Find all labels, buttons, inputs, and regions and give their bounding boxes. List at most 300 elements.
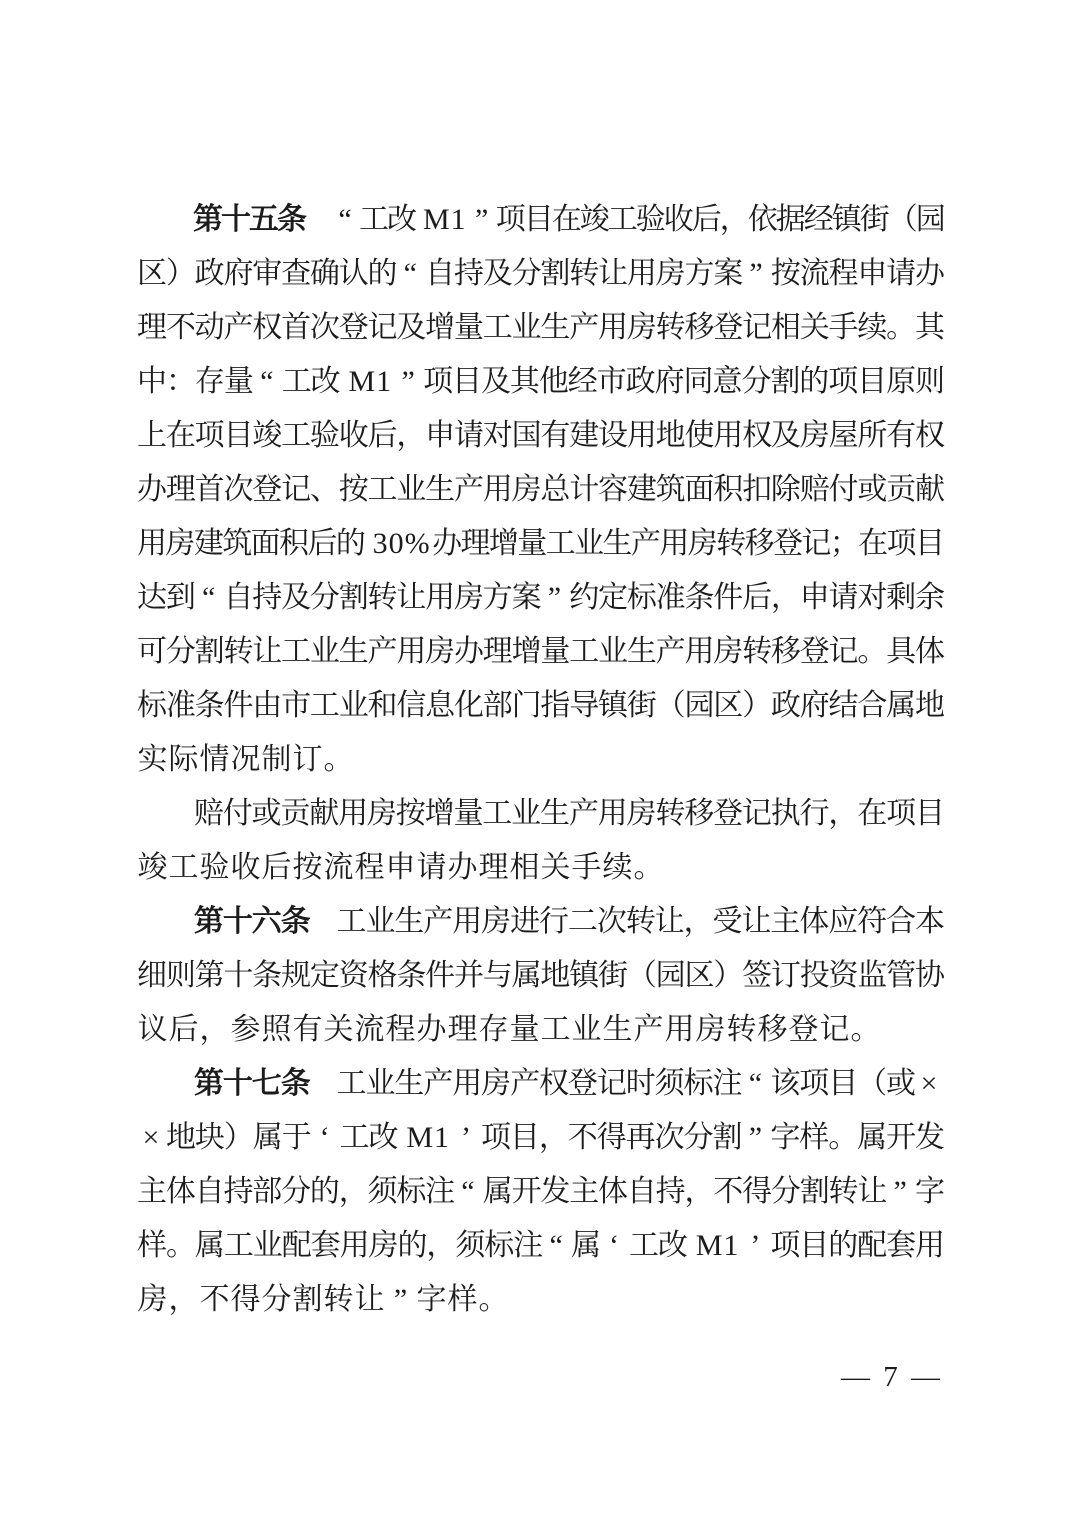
char: 工: [339, 1121, 370, 1154]
char: 自: [425, 257, 456, 290]
char: “: [260, 365, 274, 398]
char: 的: [799, 365, 830, 398]
char: 工: [281, 365, 312, 398]
char: 园: [655, 959, 686, 992]
char: 业: [511, 311, 542, 344]
char: 转: [367, 581, 398, 614]
char: 增: [425, 311, 456, 344]
char: 用: [713, 419, 744, 452]
char: 工: [482, 311, 513, 344]
char: 目: [914, 527, 945, 560]
char: 赔: [193, 797, 224, 830]
char: ，: [684, 1175, 715, 1208]
char: 请: [453, 419, 484, 452]
char: 转: [716, 527, 747, 560]
char: 在: [858, 527, 889, 560]
char: 主: [569, 1175, 600, 1208]
char: 业: [365, 905, 396, 938]
char: 增: [488, 527, 519, 560]
char: 行: [538, 905, 569, 938]
char: 记: [596, 1067, 627, 1100]
char: 体: [799, 905, 830, 938]
char: 行: [799, 797, 830, 830]
char: 增: [424, 797, 455, 830]
char: 案: [511, 581, 542, 614]
char: 房: [137, 1283, 168, 1316]
char: 合: [886, 905, 917, 938]
char: 不: [199, 1283, 230, 1316]
char: 30%: [372, 527, 431, 560]
char: 。: [633, 851, 664, 884]
char: 房: [481, 905, 512, 938]
char: ，: [199, 1013, 230, 1046]
char: 割: [540, 257, 571, 290]
char: 定: [309, 959, 340, 992]
char: 项: [886, 797, 917, 830]
char: 项: [886, 527, 917, 560]
char: 产: [630, 527, 661, 560]
char: 工: [367, 473, 398, 506]
char: 资: [828, 959, 859, 992]
text-line: [137, 733, 943, 787]
char: 手: [571, 851, 602, 884]
char: 流: [323, 851, 354, 884]
char: 产: [223, 311, 254, 344]
char: 房: [655, 257, 686, 290]
char: 政: [194, 257, 225, 290]
char: 注: [425, 1175, 456, 1208]
char: 记: [819, 1013, 850, 1046]
char: ”: [547, 581, 562, 614]
char: 自: [194, 1175, 225, 1208]
char: 验: [309, 419, 340, 452]
char: 可: [137, 635, 167, 668]
page-number: — 7 —: [841, 1361, 943, 1393]
text-line: [137, 463, 943, 517]
char: 的: [309, 1175, 340, 1208]
char: 权: [252, 311, 283, 344]
char: 园: [684, 689, 715, 722]
char: 地: [540, 959, 571, 992]
char: 设: [598, 419, 628, 452]
char: 属: [252, 1121, 283, 1154]
char: 须: [455, 1229, 486, 1262]
char: ，: [426, 1229, 457, 1262]
char: 自: [223, 581, 254, 614]
char: 。: [886, 311, 917, 344]
char: 余: [914, 581, 945, 614]
char: 业: [598, 635, 628, 668]
text-line: [137, 625, 943, 679]
char: 增: [511, 635, 542, 668]
char: 标: [137, 689, 167, 722]
char: 目: [523, 203, 554, 236]
char: 项: [770, 1229, 801, 1262]
char: 工: [482, 797, 513, 830]
char: 定: [598, 581, 628, 614]
char: 按: [338, 473, 369, 506]
char: 产: [510, 1067, 541, 1100]
char: 区: [684, 959, 715, 992]
char: 签: [742, 959, 773, 992]
char: 申: [857, 257, 888, 290]
char: 记: [801, 527, 832, 560]
char: 该: [770, 1067, 801, 1100]
char: 约: [569, 581, 600, 614]
char: 制: [261, 743, 292, 776]
char: 理: [482, 635, 513, 668]
char: 目: [799, 1229, 830, 1262]
char: 办: [447, 851, 478, 884]
char: 理: [460, 527, 491, 560]
char: 市: [596, 365, 627, 398]
char: 区: [713, 689, 744, 722]
char: 记: [367, 311, 398, 344]
char: 属: [482, 1175, 513, 1208]
char: 其: [509, 365, 540, 398]
text-line: [137, 517, 943, 571]
char: 改: [387, 203, 417, 236]
char: 依: [747, 203, 778, 236]
char: 协: [914, 959, 945, 992]
char: 移: [744, 527, 775, 560]
char: 改: [368, 1121, 399, 1154]
char: 主: [137, 1175, 167, 1208]
char: 及: [770, 419, 801, 452]
char: 后: [691, 203, 722, 236]
char: 产: [569, 311, 600, 344]
char: 量: [540, 635, 571, 668]
char: 量: [453, 311, 484, 344]
char: 息: [425, 689, 456, 722]
char: 割: [799, 1175, 830, 1208]
char: 。: [323, 743, 354, 776]
char: 经: [567, 365, 598, 398]
char: 工: [545, 527, 576, 560]
char: 镇: [831, 203, 862, 236]
char: 项: [828, 365, 859, 398]
char: 同: [683, 365, 714, 398]
char: 目: [857, 365, 888, 398]
char: 配: [857, 1229, 888, 1262]
char: 及: [281, 581, 312, 614]
char: 分: [511, 257, 542, 290]
char: （: [887, 203, 918, 236]
char: 资: [338, 959, 369, 992]
char: 产: [633, 1013, 664, 1046]
char: 须: [654, 1067, 685, 1100]
char: 项: [799, 1067, 830, 1100]
char: 对: [857, 581, 888, 614]
char: 赔: [799, 473, 830, 506]
char: 房: [453, 581, 484, 614]
char: 园: [915, 203, 946, 236]
text-line: [137, 841, 943, 895]
char: 用: [664, 1013, 695, 1046]
char: M1: [695, 1229, 740, 1262]
char: 房: [481, 1067, 512, 1100]
fullwidth-space: [310, 1057, 336, 1111]
char: 目: [914, 797, 945, 830]
char: “: [338, 203, 352, 236]
char: 程: [385, 1013, 416, 1046]
char: 在: [165, 419, 196, 452]
char: 工: [223, 1229, 254, 1262]
char: 登: [788, 1013, 819, 1046]
char: 工: [309, 689, 340, 722]
char: 目: [452, 365, 482, 398]
char: 地: [655, 419, 686, 452]
char: 计: [569, 473, 600, 506]
char: 转: [742, 635, 773, 668]
text-line: [137, 679, 943, 733]
char: 区: [137, 257, 167, 290]
char: 所: [857, 419, 888, 452]
char: 导: [569, 689, 600, 722]
char: 动: [194, 311, 225, 344]
char: 况: [230, 743, 261, 776]
char: 申: [799, 581, 830, 614]
char: ：: [165, 365, 196, 398]
article-number-char: 五: [249, 203, 279, 236]
char: 扣: [742, 473, 773, 506]
char: （: [857, 1067, 888, 1100]
char: 业: [338, 689, 369, 722]
char: 合: [857, 689, 888, 722]
char: 房: [713, 635, 744, 668]
half-space: [397, 1111, 404, 1165]
char: 工: [336, 1067, 367, 1100]
char: 指: [540, 689, 571, 722]
char: 次: [654, 1121, 685, 1154]
char: ’: [461, 1121, 471, 1154]
char: 存: [478, 1013, 509, 1046]
char: ”: [475, 203, 489, 236]
char: 按: [395, 797, 426, 830]
article-number-char: 第: [193, 1067, 224, 1100]
char: 业: [252, 1229, 283, 1262]
char: ”: [893, 1175, 907, 1208]
char: 时: [625, 1067, 656, 1100]
char: 镇: [569, 959, 600, 992]
text-line: [137, 1057, 943, 1111]
char: 用: [339, 1229, 370, 1262]
char: 街: [859, 203, 890, 236]
char: 产: [655, 635, 686, 668]
char: 转: [223, 635, 254, 668]
char: 则: [165, 959, 196, 992]
char: 审: [252, 257, 283, 290]
char: 不: [567, 1121, 598, 1154]
char: 件: [425, 959, 456, 992]
char: 、: [309, 473, 340, 506]
char: ，: [719, 203, 750, 236]
char: 改: [310, 365, 341, 398]
char: 认: [338, 257, 369, 290]
half-space: [340, 355, 347, 409]
char: 配: [281, 1229, 312, 1262]
char: 。: [857, 635, 888, 668]
char: 和: [367, 689, 398, 722]
text-line: [137, 895, 943, 949]
char: 后: [742, 581, 773, 614]
char: 收: [338, 419, 369, 452]
char: 订: [770, 959, 801, 992]
char: M1: [406, 1121, 451, 1154]
char: 产: [423, 1067, 454, 1100]
char: 流: [354, 1013, 385, 1046]
char: 移: [684, 797, 715, 830]
char: 府: [223, 257, 254, 290]
char: 并: [453, 959, 484, 992]
char: ，: [770, 581, 801, 614]
article-number-char: 条: [280, 1067, 311, 1100]
char: 或: [251, 797, 282, 830]
char: 不: [713, 1175, 744, 1208]
char: 具: [886, 635, 917, 668]
char: 字: [770, 1121, 801, 1154]
char: ）: [742, 689, 773, 722]
char: 的: [828, 1229, 859, 1262]
char: 生: [602, 1013, 633, 1046]
char: 生: [394, 1067, 425, 1100]
char: 业: [396, 473, 427, 506]
char: 总: [540, 473, 571, 506]
char: 他: [538, 365, 569, 398]
char: 办: [453, 635, 484, 668]
char: “: [403, 257, 417, 290]
char: 府: [654, 365, 685, 398]
char: 目: [828, 1067, 859, 1100]
char: 容: [598, 473, 628, 506]
text-line: [137, 571, 943, 625]
char: 工: [607, 203, 638, 236]
char: 标: [396, 1175, 427, 1208]
char: 转: [625, 905, 656, 938]
char: 让: [654, 905, 685, 938]
char: 分: [683, 1121, 714, 1154]
char: 在: [857, 797, 888, 830]
char: 工: [168, 851, 199, 884]
text-line: [137, 949, 943, 1003]
char: 标: [484, 1229, 515, 1262]
char: 房: [626, 311, 657, 344]
char: 据: [775, 203, 806, 236]
char: 首: [194, 473, 225, 506]
char: ）: [165, 257, 196, 290]
char: 注: [712, 1067, 743, 1100]
char: 的: [397, 1229, 428, 1262]
char: 量: [517, 527, 548, 560]
char: 让: [857, 1175, 888, 1208]
char: 经: [803, 203, 834, 236]
half-space: [415, 193, 422, 247]
char: 标: [683, 1067, 714, 1100]
char: ）: [223, 1121, 254, 1154]
char: ×: [920, 1067, 938, 1100]
char: 分: [281, 1175, 312, 1208]
char: 部: [482, 689, 513, 722]
char: 后: [367, 419, 398, 452]
char: 割: [770, 365, 801, 398]
char: 得: [742, 1175, 773, 1208]
char: 议: [137, 1013, 168, 1046]
char: 验: [199, 851, 230, 884]
char: 割: [292, 1283, 323, 1316]
char: 关: [799, 311, 830, 344]
char: 项: [495, 203, 526, 236]
char: 续: [857, 311, 888, 344]
char: 监: [857, 959, 888, 992]
text-line: [137, 1111, 943, 1165]
char: 记: [828, 635, 859, 668]
char: 贡: [886, 473, 917, 506]
char: 登: [252, 473, 283, 506]
char: 达: [137, 581, 167, 614]
char: 目: [223, 419, 254, 452]
char: 开: [886, 1121, 917, 1154]
char: 流: [799, 257, 830, 290]
char: 贡: [280, 797, 311, 830]
char: 权: [742, 419, 773, 452]
char: 理: [137, 311, 167, 344]
char: 部: [252, 1175, 283, 1208]
char: 献: [914, 473, 945, 506]
char: 权: [914, 419, 945, 452]
char: 记: [742, 311, 773, 344]
fullwidth-space: [305, 193, 331, 247]
char: ‘: [319, 1121, 330, 1154]
char: 业: [571, 1013, 602, 1046]
char: 及: [396, 311, 427, 344]
char: 产: [367, 635, 398, 668]
char: 用: [598, 311, 628, 344]
char: 投: [799, 959, 830, 992]
char: 原: [886, 365, 917, 398]
article-number-char: 六: [251, 905, 282, 938]
char: 移: [684, 311, 715, 344]
char: 产: [453, 473, 484, 506]
char: 生: [626, 635, 657, 668]
char: 让: [598, 257, 628, 290]
char: 申: [425, 419, 456, 452]
char: 用: [452, 1067, 483, 1100]
text-line: [137, 247, 943, 301]
char: ，: [396, 419, 427, 452]
char: 理: [165, 473, 196, 506]
char: 请: [828, 581, 859, 614]
fullwidth-space: [310, 895, 336, 949]
char: 。: [478, 1283, 509, 1316]
char: 际: [168, 743, 199, 776]
char: 应: [828, 905, 859, 938]
char: 工: [540, 1013, 571, 1046]
char: 属: [511, 959, 542, 992]
article-number-char: 条: [280, 905, 311, 938]
char: 案: [713, 257, 744, 290]
char: 工: [359, 203, 389, 236]
char: 得: [230, 1283, 261, 1316]
char: 用: [396, 635, 427, 668]
char: 照: [261, 1013, 292, 1046]
char: 套: [310, 1229, 341, 1262]
char: 使: [684, 419, 715, 452]
char: 到: [165, 581, 196, 614]
char: 理: [478, 851, 509, 884]
char: 则: [915, 365, 945, 398]
char: 的: [335, 527, 366, 560]
char: 让: [396, 581, 427, 614]
